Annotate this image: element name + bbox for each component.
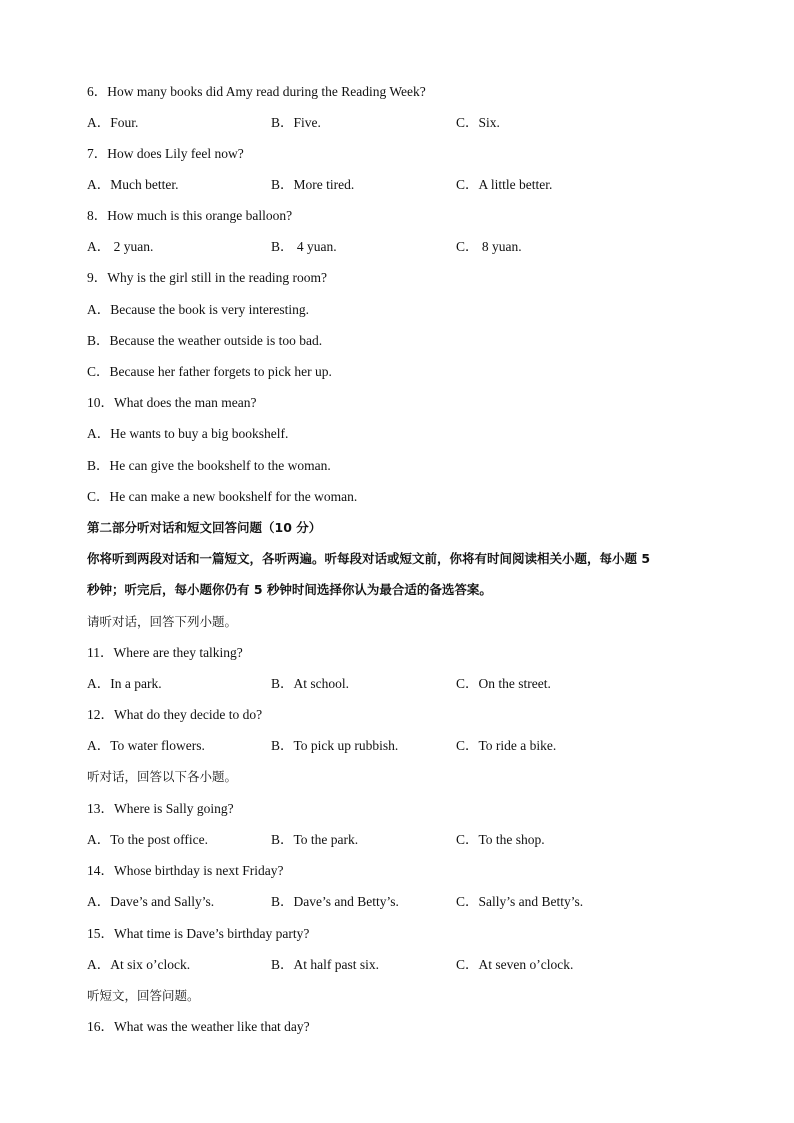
question-15-stem: 15．What time is Dave’s birthday party? [87,926,310,941]
question-7-stem: 7．How does Lily feel now? [87,146,244,161]
question-13-option-a: A．To the post office. [87,832,209,847]
question-10-option-b: B．He can give the bookshelf to the woman. [87,458,331,473]
question-9-stem: 9．Why is the girl still in the reading room? [87,270,327,285]
section-2-instruction-line-1: 你将听到两段对话和一篇短文，各听两遍。听每段对话或短文前，你将有时间阅读相关小题，每小题 5 [87,551,651,566]
question-15-option-b: B．At half past six. [271,957,379,972]
question-7-option-c: C．A little better. [456,177,553,192]
question-15-option-c: C．At seven o’clock. [456,957,574,972]
question-14-stem: 14．Whose birthday is next Friday? [87,863,284,878]
question-16-stem: 16．What was the weather like that day? [87,1019,310,1034]
question-14-option-b: B．Dave’s and Betty’s. [271,894,399,909]
question-8-option-a: A． 2 yuan. [87,239,154,254]
dialog-1-prompt: 请听对话，回答下列小题。 [87,614,238,629]
question-12-option-a: A．To water flowers. [87,738,205,753]
question-12-option-c: C．To ride a bike. [456,738,557,753]
question-14-option-a: A．Dave’s and Sally’s. [87,894,215,909]
question-10-option-a: A．He wants to buy a big bookshelf. [87,426,289,441]
question-12-stem: 12．What do they decide to do? [87,707,263,722]
question-11-option-b: B．At school. [271,676,350,691]
question-9-option-b: B．Because the weather outside is too bad. [87,333,323,348]
section-2-instruction-line-2: 秒钟；听完后，每小题你仍有 5 秒钟时间选择你认为最合适的备选答案。 [87,582,492,597]
question-6-option-b: B．Five. [271,115,321,130]
question-8-option-c: C． 8 yuan. [456,239,522,254]
dialog-2-prompt: 听对话，回答以下各小题。 [87,769,238,784]
question-10-option-c: C．He can make a new bookshelf for the woman. [87,489,358,504]
question-8-option-b: B． 4 yuan. [271,239,337,254]
passage-prompt: 听短文，回答问题。 [87,988,200,1003]
question-11-option-c: C．On the street. [456,676,551,691]
question-11-stem: 11．Where are they talking? [87,645,243,660]
question-9-option-a: A．Because the book is very interesting. [87,302,309,317]
question-10-stem: 10．What does the man mean? [87,395,257,410]
question-15-option-a: A．At six o’clock. [87,957,191,972]
question-13-option-c: C．To the shop. [456,832,545,847]
question-13-stem: 13．Where is Sally going? [87,801,234,816]
question-13-option-b: B．To the park. [271,832,359,847]
question-6-stem: 6．How many books did Amy read during the Reading Week? [87,84,426,99]
question-7-option-a: A．Much better. [87,177,179,192]
question-8-stem: 8．How much is this orange balloon? [87,208,293,223]
question-14-option-c: C．Sally’s and Betty’s. [456,894,584,909]
question-6-option-c: C．Six. [456,115,500,130]
question-12-option-b: B．To pick up rubbish. [271,738,399,753]
question-11-option-a: A．In a park. [87,676,162,691]
question-6-option-a: A．Four. [87,115,139,130]
section-2-heading: 第二部分听对话和短文回答问题（10 分） [87,520,322,535]
question-7-option-b: B．More tired. [271,177,355,192]
question-9-option-c: C．Because her father forgets to pick her up. [87,364,332,379]
